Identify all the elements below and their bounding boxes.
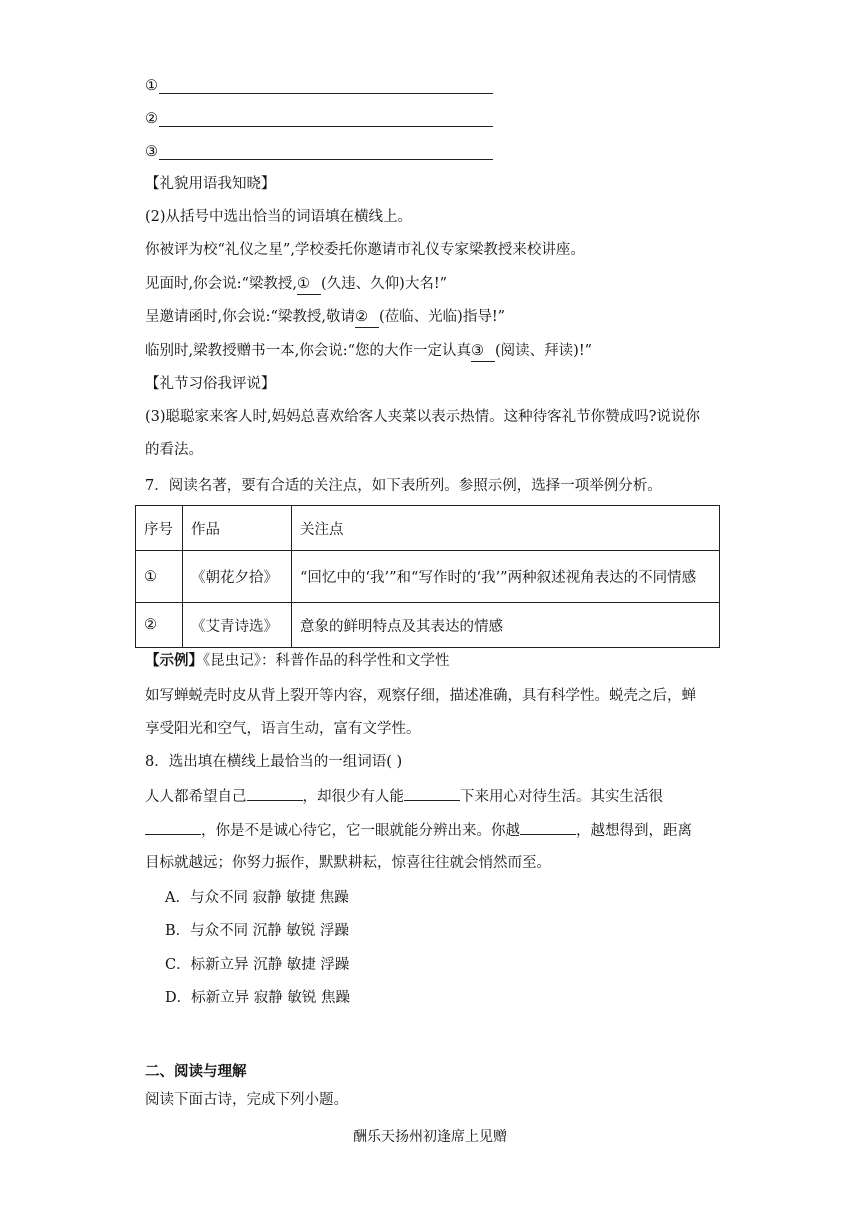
custom-header: 【礼节习俗我评说】 (145, 376, 276, 392)
table-header-row (136, 506, 720, 551)
example-body-2: 享受阳光和空气，语言生动，富有文学性。 (145, 721, 421, 737)
table-cell: ② (136, 603, 183, 648)
etiquette-header: 【礼貌用语我知晓】 (145, 176, 276, 192)
answer-line-1[interactable] (145, 74, 493, 94)
option-c[interactable]: C．标新立异 沉静 敏捷 浮躁 (165, 957, 350, 973)
answer-line-label: ③ (145, 144, 158, 160)
table-cell: 《朝花夕拾》 (183, 551, 292, 603)
table-cell: “回忆中的‘我’”和“写作时的‘我’”两种叙述视角表达的不同情感 (292, 551, 720, 603)
question-2-sentence-3: 临别时,梁教授赠书一本,你会说:“您的大作一定认真③ (阅读、拜读)!” (145, 341, 592, 362)
option-d[interactable]: D．标新立异 寂静 敏锐 焦躁 (165, 990, 350, 1006)
question-8-prompt: 8．选出填在横线上最恰当的一组词语( ) (145, 754, 403, 770)
question-2-prompt: (2)从括号中选出恰当的词语填在横线上。 (145, 209, 413, 225)
answer-line-label: ② (145, 111, 158, 127)
example-label: 【示例】 (145, 652, 203, 669)
answer-line-label: ① (145, 78, 158, 94)
example-body-1: 如写蝉蜕壳时皮从背上裂开等内容，观察仔细，描述准确，具有科学性。蜕壳之后，蝉 (145, 688, 696, 704)
question-8-passage-1: 人人都希望自己 ，却很少有人能 下来用心对待生活。其实生活很 (145, 786, 663, 807)
fill-blank-1[interactable]: ① (297, 274, 321, 295)
option-b[interactable]: B．与众不同 沉静 敏锐 浮躁 (165, 923, 349, 939)
question-8-passage-3: 目标就越远；你努力振作，默默耕耘，惊喜往往就会悄然而至。 (145, 855, 551, 871)
section-2-intro: 阅读下面古诗，完成下列小题。 (145, 1092, 348, 1108)
question-3-line-1: (3)聪聪家来客人时,妈妈总喜欢给客人夹菜以表示热情。这种待客礼节你赞成吗?说说你 (145, 409, 700, 425)
answer-line-3[interactable] (145, 140, 493, 160)
table-header-cell: 序号 (136, 506, 183, 551)
passage-blank[interactable] (404, 786, 460, 801)
question-7-prompt: 7．阅读名著，要有合适的关注点，如下表所列。参照示例，选择一项举例分析。 (145, 478, 662, 494)
fill-blank-2[interactable]: ② (355, 307, 379, 328)
passage-blank[interactable] (520, 820, 576, 835)
table-header-cell: 关注点 (292, 506, 720, 551)
table-header-cell: 作品 (183, 506, 292, 551)
fill-blank-3[interactable]: ③ (471, 341, 495, 362)
question-2-sentence-2: 呈邀请函时,你会说:“梁教授,敬请② (莅临、光临)指导!” (145, 307, 505, 328)
question-3-line-2: 的看法。 (145, 442, 203, 458)
reading-focus-table (135, 505, 720, 648)
table-cell: 意象的鲜明特点及其表达的情感 (292, 603, 720, 648)
section-2-title: 二、阅读与理解 (145, 1064, 247, 1080)
option-a[interactable]: A．与众不同 寂静 敏捷 焦躁 (165, 890, 349, 906)
answer-line-2[interactable] (145, 107, 493, 127)
table-row (136, 551, 720, 603)
question-2-sentence-1: 见面时,你会说:“梁教授,① (久违、久仰)大名!” (145, 274, 447, 295)
table-row (136, 603, 720, 648)
table-cell: 《艾青诗选》 (183, 603, 292, 648)
question-8-passage-2: ，你是不是诚心待它，它一眼就能分辨出来。你越 ，越想得到，距离 (145, 820, 692, 841)
passage-blank[interactable] (145, 820, 201, 835)
question-2-intro: 你被评为校“礼仪之星”,学校委托你邀请市礼仪专家梁教授来校讲座。 (145, 242, 585, 258)
poem-title: 酬乐天扬州初逢席上见赠 (353, 1129, 507, 1145)
passage-blank[interactable] (247, 786, 303, 801)
example-text: 《昆虫记》：科普作品的科学性和文学性 (203, 653, 450, 669)
example-line (145, 651, 450, 671)
table-cell: ① (136, 551, 183, 603)
